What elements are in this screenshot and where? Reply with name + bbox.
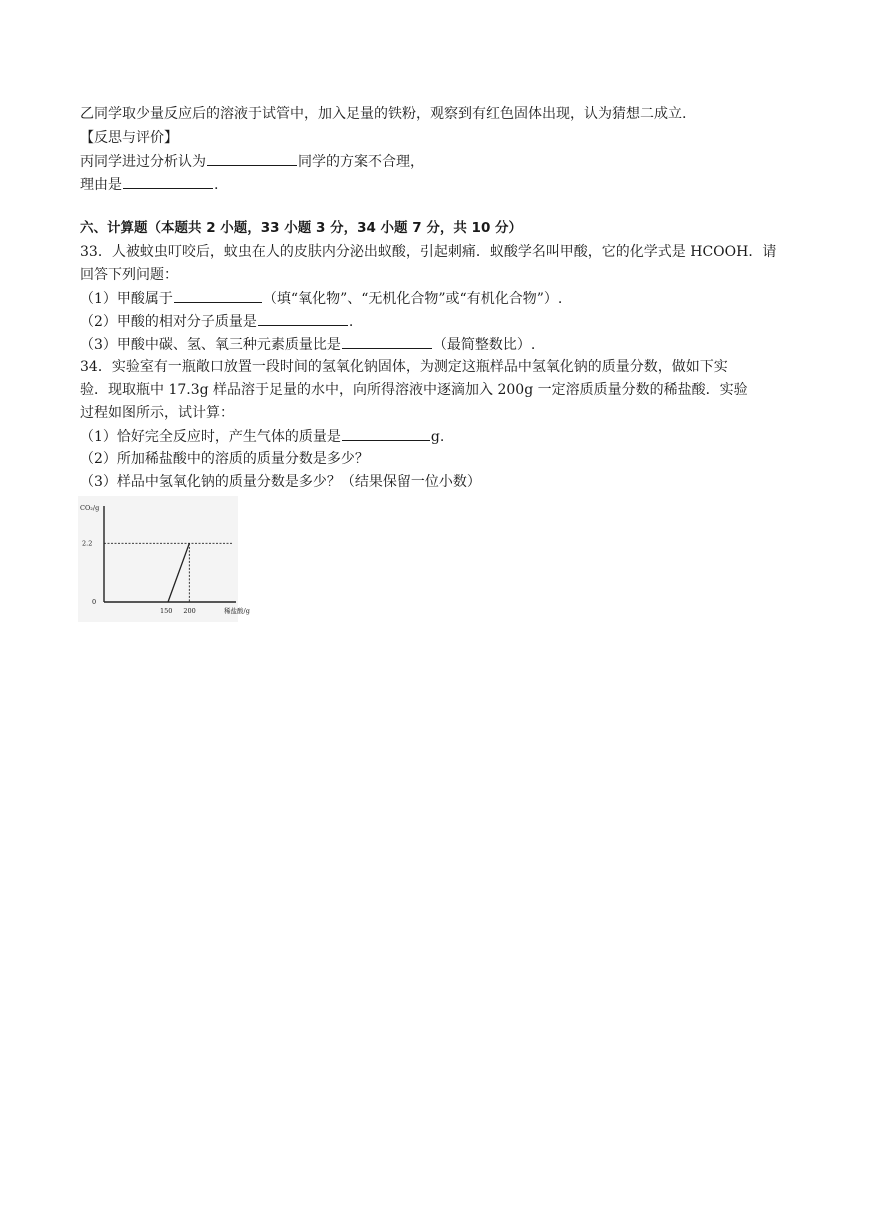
chart-background [78, 496, 238, 622]
q33-part2-prefix: （2）甲酸的相对分子质量是 [80, 314, 257, 330]
q34-part2: （2）所加稀盐酸中的溶质的质量分数是多少？ [80, 451, 369, 467]
co2-chart [78, 496, 250, 622]
co2-chart-svg [78, 496, 250, 622]
q33-part1 [80, 288, 562, 309]
reflection-prefix: 丙同学进过分析认为 [80, 154, 206, 170]
q34-part3: （3）样品中氢氧化钠的质量分数是多少？（结果保留一位小数） [80, 474, 481, 490]
answer-blank[interactable] [342, 426, 430, 441]
y-axis-label: CO₂/g [80, 504, 100, 512]
q33-part3-prefix: （3）甲酸中碳、氢、氧三种元素质量比是 [80, 337, 341, 353]
q33-part2-suffix: . [348, 314, 354, 330]
q33-part3-suffix: （最简整数比）. [432, 337, 536, 353]
origin-label: 0 [92, 598, 97, 606]
text-line-conclusion: 乙同学取少量反应后的溶液于试管中，加入足量的铁粉，观察到有红色固体出现，认为猜想二成立. [80, 106, 687, 122]
text-line-reflection [80, 151, 424, 172]
section-heading: 六、计算题（本题共 2 小题，33 小题 3 分，34 小题 7 分，共 10 分） [80, 220, 523, 236]
y-tick-label: 2.2 [82, 539, 93, 548]
x-axis-label: 稀盐酸/g [224, 607, 250, 615]
q33-part1-suffix: （填“氧化物”、“无机化合物”或“有机化合物”）. [262, 291, 563, 307]
answer-blank[interactable] [342, 334, 432, 349]
answer-blank[interactable] [123, 174, 213, 189]
q34-stem-line3: 过程如图所示，试计算： [80, 405, 234, 421]
answer-blank[interactable] [258, 311, 348, 326]
q33-part1-prefix: （1）甲酸属于 [80, 291, 173, 307]
q34-part1 [80, 426, 444, 447]
answer-blank[interactable] [174, 288, 262, 303]
q33-part3 [80, 334, 535, 355]
q33-stem-line2: 回答下列问题： [80, 267, 178, 283]
reflection-suffix: 同学的方案不合理， [298, 154, 424, 170]
q34-stem-line1: 34．实验室有一瓶敞口放置一段时间的氢氧化钠固体，为测定这瓶样品中氢氧化钠的质量分数，做如下实 [80, 359, 728, 375]
reason-prefix: 理由是 [80, 177, 122, 193]
text-line-reflection-heading: 【反思与评价】 [80, 130, 178, 146]
x-tick-label: 200 [183, 607, 196, 615]
q34-part1-prefix: （1）恰好完全反应时，产生气体的质量是 [80, 429, 341, 445]
text-line-reason [80, 174, 218, 195]
q34-stem-line2: 验．现取瓶中 17.3g 样品溶于足量的水中，向所得溶液中逐滴加入 200g 一定溶质质量分数的稀盐酸．实验 [80, 382, 748, 398]
q34-part1-suffix: g. [430, 429, 445, 445]
q33-stem-line1: 33．人被蚊虫叮咬后，蚊虫在人的皮肤内分泌出蚁酸，引起刺痛．蚁酸学名叫甲酸，它的化学式是 HCOOH．请 [80, 244, 777, 260]
answer-blank[interactable] [207, 151, 297, 166]
q33-part2 [80, 311, 353, 332]
x-tick-label: 150 [160, 607, 173, 615]
reason-suffix: . [214, 177, 219, 193]
